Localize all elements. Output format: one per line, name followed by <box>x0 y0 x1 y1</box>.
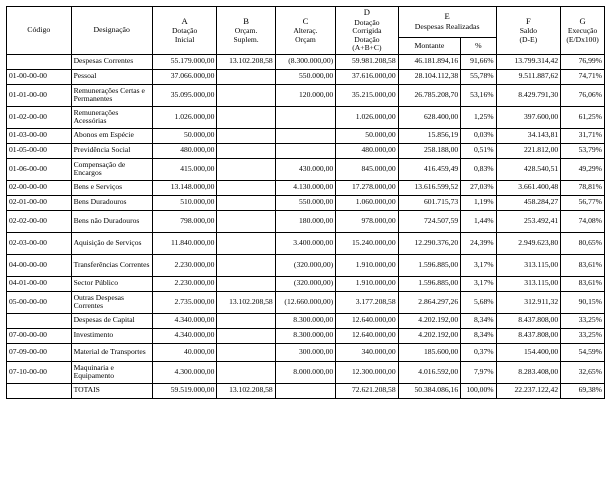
totals-pct: 100,00% <box>461 383 496 398</box>
cell-dotacao-inicial: 11.840.000,00 <box>152 232 217 254</box>
cell-designacao: Bens e Serviços <box>71 180 152 195</box>
cell-codigo: 07-00-00-00 <box>7 328 72 343</box>
cell-percent: 1,25% <box>461 106 496 128</box>
cell-alterac-orcam: (320.000,00) <box>275 254 335 276</box>
cell-codigo: 01-05-00-00 <box>7 143 72 158</box>
table-row <box>7 106 605 128</box>
table-row <box>7 54 605 69</box>
cell-execucao: 83,61% <box>561 254 605 276</box>
cell-saldo: 458.284,27 <box>496 195 561 210</box>
cell-dotacao-corrigida: 1.026.000,00 <box>336 106 399 128</box>
cell-dotacao-inicial: 13.148.000,00 <box>152 180 217 195</box>
cell-saldo: 13.799.314,42 <box>496 54 561 69</box>
cell-execucao: 78,81% <box>561 180 605 195</box>
table-row <box>7 328 605 343</box>
cell-codigo <box>7 54 72 69</box>
cell-designacao: Previdência Social <box>71 143 152 158</box>
cell-dotacao-inicial: 2.735.000,00 <box>152 291 217 313</box>
cell-designacao: Bens Duradouros <box>71 195 152 210</box>
totals-a: 59.519.000,00 <box>152 383 217 398</box>
table-row <box>7 128 605 143</box>
cell-dotacao-corrigida: 35.215.000,00 <box>336 84 399 106</box>
header-column-d <box>336 7 399 55</box>
cell-montante: 416.459,49 <box>398 158 461 180</box>
cell-dotacao-corrigida: 845.000,00 <box>336 158 399 180</box>
table-row <box>7 276 605 291</box>
cell-orcam-suplem <box>217 343 275 361</box>
cell-alterac-orcam: (12.660.000,00) <box>275 291 335 313</box>
cell-dotacao-inicial: 35.095.000,00 <box>152 84 217 106</box>
cell-saldo: 34.143,81 <box>496 128 561 143</box>
cell-saldo: 253.492,41 <box>496 210 561 232</box>
cell-dotacao-corrigida: 50.000,00 <box>336 128 399 143</box>
table-row <box>7 232 605 254</box>
cell-saldo: 8.437.808,00 <box>496 313 561 328</box>
cell-montante: 26.785.208,70 <box>398 84 461 106</box>
cell-orcam-suplem <box>217 254 275 276</box>
cell-alterac-orcam <box>275 106 335 128</box>
cell-percent: 3,17% <box>461 276 496 291</box>
header-a-line2: Inicial <box>174 34 195 44</box>
table-row <box>7 361 605 383</box>
cell-execucao: 76,99% <box>561 54 605 69</box>
cell-execucao: 61,25% <box>561 106 605 128</box>
cell-designacao: Outras Despesas Correntes <box>71 291 152 313</box>
cell-percent: 3,17% <box>461 254 496 276</box>
header-c-line1: Alteraç. <box>293 26 318 36</box>
cell-dotacao-corrigida: 1.910.000,00 <box>336 254 399 276</box>
cell-codigo: 04-01-00-00 <box>7 276 72 291</box>
cell-percent: 0,51% <box>461 143 496 158</box>
cell-execucao: 74,71% <box>561 69 605 84</box>
cell-designacao: Abonos em Espécie <box>71 128 152 143</box>
table-body <box>7 54 605 383</box>
table-header <box>7 7 605 55</box>
cell-saldo: 8.283.408,00 <box>496 361 561 383</box>
cell-montante: 601.715,73 <box>398 195 461 210</box>
cell-codigo: 01-06-00-00 <box>7 158 72 180</box>
cell-dotacao-inicial: 4.340.000,00 <box>152 328 217 343</box>
cell-designacao: Remunerações Acessórias <box>71 106 152 128</box>
cell-dotacao-corrigida: 17.278.000,00 <box>336 180 399 195</box>
cell-dotacao-inicial: 510.000,00 <box>152 195 217 210</box>
cell-dotacao-inicial: 415.000,00 <box>152 158 217 180</box>
cell-dotacao-inicial: 2.230.000,00 <box>152 276 217 291</box>
table-row <box>7 343 605 361</box>
table-row <box>7 313 605 328</box>
cell-execucao: 32,65% <box>561 361 605 383</box>
table-footer <box>7 383 605 398</box>
cell-designacao: Remunerações Certas e Permanentes <box>71 84 152 106</box>
cell-designacao: Bens não Duradouros <box>71 210 152 232</box>
cell-codigo: 01-03-00-00 <box>7 128 72 143</box>
cell-dotacao-corrigida: 59.981.208,58 <box>336 54 399 69</box>
cell-alterac-orcam: 8.300.000,00 <box>275 328 335 343</box>
cell-alterac-orcam <box>275 143 335 158</box>
cell-designacao: Sector Público <box>71 276 152 291</box>
header-column-f <box>496 7 561 55</box>
header-column-b <box>217 7 275 55</box>
table-row <box>7 254 605 276</box>
cell-designacao: Transferências Correntes <box>71 254 152 276</box>
cell-montante: 1.596.885,00 <box>398 254 461 276</box>
cell-orcam-suplem <box>217 276 275 291</box>
cell-montante: 28.104.112,38 <box>398 69 461 84</box>
cell-execucao: 76,06% <box>561 84 605 106</box>
cell-percent: 27,03% <box>461 180 496 195</box>
header-f-formula: (D-E) <box>519 34 538 44</box>
cell-montante: 4.202.192,00 <box>398 328 461 343</box>
cell-orcam-suplem <box>217 128 275 143</box>
cell-orcam-suplem <box>217 232 275 254</box>
cell-percent: 0,03% <box>461 128 496 143</box>
table-row <box>7 84 605 106</box>
cell-alterac-orcam: 550.000,00 <box>275 195 335 210</box>
header-column-e <box>398 7 496 38</box>
cell-dotacao-inicial: 37.066.000,00 <box>152 69 217 84</box>
cell-codigo <box>7 313 72 328</box>
header-b-letter: B <box>243 15 249 26</box>
cell-percent: 7,97% <box>461 361 496 383</box>
cell-codigo: 02-02-00-00 <box>7 210 72 232</box>
cell-dotacao-inicial: 55.179.000,00 <box>152 54 217 69</box>
table-row <box>7 158 605 180</box>
cell-dotacao-inicial: 2.230.000,00 <box>152 254 217 276</box>
cell-dotacao-corrigida: 12.640.000,00 <box>336 313 399 328</box>
cell-dotacao-corrigida: 3.177.208,58 <box>336 291 399 313</box>
cell-percent: 91,66% <box>461 54 496 69</box>
header-c-line2: Orçam <box>295 34 316 44</box>
cell-orcam-suplem: 13.102.208,58 <box>217 54 275 69</box>
header-codigo: Código <box>7 7 72 55</box>
cell-montante: 15.856,19 <box>398 128 461 143</box>
cell-dotacao-inicial: 1.026.000,00 <box>152 106 217 128</box>
cell-codigo: 02-00-00-00 <box>7 180 72 195</box>
cell-orcam-suplem <box>217 328 275 343</box>
cell-alterac-orcam: 550.000,00 <box>275 69 335 84</box>
cell-alterac-orcam: (320.000,00) <box>275 276 335 291</box>
cell-alterac-orcam: 120.000,00 <box>275 84 335 106</box>
cell-montante: 724.507,59 <box>398 210 461 232</box>
cell-execucao: 49,29% <box>561 158 605 180</box>
cell-saldo: 9.511.887,62 <box>496 69 561 84</box>
cell-dotacao-corrigida: 978.000,00 <box>336 210 399 232</box>
cell-orcam-suplem: 13.102.208,58 <box>217 291 275 313</box>
cell-alterac-orcam: 4.130.000,00 <box>275 180 335 195</box>
table-row <box>7 210 605 232</box>
cell-dotacao-inicial: 480.000,00 <box>152 143 217 158</box>
totals-c <box>275 383 335 398</box>
header-column-g <box>561 7 605 55</box>
table-row <box>7 180 605 195</box>
cell-dotacao-corrigida: 15.240.000,00 <box>336 232 399 254</box>
cell-codigo: 04-00-00-00 <box>7 254 72 276</box>
cell-montante: 12.290.376,20 <box>398 232 461 254</box>
totals-d: 72.621.208,58 <box>336 383 399 398</box>
cell-alterac-orcam <box>275 128 335 143</box>
totals-saldo: 22.237.122,42 <box>496 383 561 398</box>
cell-saldo: 154.400,00 <box>496 343 561 361</box>
totals-label: TOTAIS <box>71 383 152 398</box>
table-row <box>7 69 605 84</box>
cell-orcam-suplem <box>217 361 275 383</box>
cell-execucao: 33,25% <box>561 328 605 343</box>
cell-montante: 185.600,00 <box>398 343 461 361</box>
cell-designacao: Material de Transportes <box>71 343 152 361</box>
cell-execucao: 90,15% <box>561 291 605 313</box>
cell-execucao: 53,79% <box>561 143 605 158</box>
header-column-c <box>275 7 335 55</box>
table-row <box>7 143 605 158</box>
header-a-line1: Dotação <box>171 26 198 36</box>
header-f-letter: F <box>525 15 531 26</box>
cell-designacao: Maquinaria e Equipamento <box>71 361 152 383</box>
cell-saldo: 312.911,32 <box>496 291 561 313</box>
cell-montante: 258.188,00 <box>398 143 461 158</box>
cell-montante: 2.864.297,26 <box>398 291 461 313</box>
cell-percent: 0,37% <box>461 343 496 361</box>
cell-percent: 0,83% <box>461 158 496 180</box>
cell-percent: 53,16% <box>461 84 496 106</box>
cell-orcam-suplem <box>217 158 275 180</box>
cell-dotacao-inicial: 50.000,00 <box>152 128 217 143</box>
header-designacao: Designação <box>71 7 152 55</box>
header-c-letter: C <box>302 15 309 26</box>
cell-execucao: 80,65% <box>561 232 605 254</box>
cell-designacao: Despesas de Capital <box>71 313 152 328</box>
header-g-letter: G <box>579 15 586 26</box>
cell-alterac-orcam: 430.000,00 <box>275 158 335 180</box>
cell-saldo: 8.437.808,00 <box>496 328 561 343</box>
cell-montante: 628.400,00 <box>398 106 461 128</box>
table-row <box>7 291 605 313</box>
cell-orcam-suplem <box>217 106 275 128</box>
cell-codigo: 02-01-00-00 <box>7 195 72 210</box>
budget-table <box>6 6 605 399</box>
cell-execucao: 83,61% <box>561 276 605 291</box>
cell-designacao: Pessoal <box>71 69 152 84</box>
cell-designacao: Aquisição de Serviços <box>71 232 152 254</box>
cell-saldo: 2.949.623,80 <box>496 232 561 254</box>
cell-dotacao-corrigida: 1.910.000,00 <box>336 276 399 291</box>
cell-codigo: 01-01-00-00 <box>7 84 72 106</box>
cell-execucao: 56,77% <box>561 195 605 210</box>
cell-dotacao-inicial: 798.000,00 <box>152 210 217 232</box>
cell-orcam-suplem <box>217 143 275 158</box>
cell-montante: 1.596.885,00 <box>398 276 461 291</box>
cell-percent: 5,68% <box>461 291 496 313</box>
cell-codigo: 01-00-00-00 <box>7 69 72 84</box>
header-g-formula: (E/Dx100) <box>566 34 599 44</box>
cell-percent: 1,19% <box>461 195 496 210</box>
cell-dotacao-inicial: 40.000,00 <box>152 343 217 361</box>
cell-alterac-orcam: 180.000,00 <box>275 210 335 232</box>
cell-codigo: 01-02-00-00 <box>7 106 72 128</box>
totals-montante: 50.384.086,16 <box>398 383 461 398</box>
cell-percent: 55,78% <box>461 69 496 84</box>
header-saldo: Saldo <box>519 26 538 36</box>
header-montante: Montante <box>398 38 461 54</box>
cell-montante: 46.181.894,16 <box>398 54 461 69</box>
cell-orcam-suplem <box>217 210 275 232</box>
cell-alterac-orcam: (8.300.000,00) <box>275 54 335 69</box>
cell-saldo: 313.115,00 <box>496 276 561 291</box>
cell-orcam-suplem <box>217 69 275 84</box>
header-column-a <box>152 7 217 55</box>
cell-percent: 24,39% <box>461 232 496 254</box>
header-d-line4: (A+B+C) <box>352 43 382 53</box>
cell-codigo: 05-00-00-00 <box>7 291 72 313</box>
header-a-letter: A <box>181 15 188 26</box>
cell-codigo: 02-03-00-00 <box>7 232 72 254</box>
cell-orcam-suplem <box>217 195 275 210</box>
header-b-line2: Suplem. <box>233 34 259 44</box>
cell-dotacao-corrigida: 340.000,00 <box>336 343 399 361</box>
header-percent: % <box>461 38 496 54</box>
cell-designacao: Compensação de Encargos <box>71 158 152 180</box>
table-row <box>7 195 605 210</box>
cell-percent: 8,34% <box>461 328 496 343</box>
header-row-main <box>7 7 605 38</box>
cell-alterac-orcam: 8.300.000,00 <box>275 313 335 328</box>
header-b-line1: Orçam. <box>234 26 258 36</box>
cell-saldo: 221.812,00 <box>496 143 561 158</box>
cell-percent: 1,44% <box>461 210 496 232</box>
header-despesas-realizadas: Despesas Realizadas <box>414 22 480 32</box>
cell-saldo: 3.661.400,48 <box>496 180 561 195</box>
header-d-letter: D <box>363 7 371 17</box>
cell-dotacao-corrigida: 37.616.000,00 <box>336 69 399 84</box>
cell-orcam-suplem <box>217 84 275 106</box>
cell-percent: 8,34% <box>461 313 496 328</box>
totals-codigo <box>7 383 72 398</box>
cell-montante: 4.202.192,00 <box>398 313 461 328</box>
cell-saldo: 313.115,00 <box>496 254 561 276</box>
header-d-line2: Corrigida <box>352 26 382 36</box>
cell-dotacao-corrigida: 1.060.000,00 <box>336 195 399 210</box>
cell-dotacao-inicial: 4.300.000,00 <box>152 361 217 383</box>
cell-dotacao-corrigida: 12.640.000,00 <box>336 328 399 343</box>
cell-saldo: 397.600,00 <box>496 106 561 128</box>
cell-dotacao-corrigida: 480.000,00 <box>336 143 399 158</box>
cell-montante: 13.616.599,52 <box>398 180 461 195</box>
header-execucao: Execução <box>567 26 598 36</box>
totals-row <box>7 383 605 398</box>
cell-designacao: Investimento <box>71 328 152 343</box>
cell-execucao: 33,25% <box>561 313 605 328</box>
cell-codigo: 07-10-00-00 <box>7 361 72 383</box>
cell-dotacao-corrigida: 12.300.000,00 <box>336 361 399 383</box>
header-d-line3: Dotação <box>354 34 380 44</box>
cell-execucao: 31,71% <box>561 128 605 143</box>
cell-orcam-suplem <box>217 180 275 195</box>
cell-saldo: 428.540,51 <box>496 158 561 180</box>
cell-dotacao-inicial: 4.340.000,00 <box>152 313 217 328</box>
cell-alterac-orcam: 3.400.000,00 <box>275 232 335 254</box>
cell-codigo: 07-09-00-00 <box>7 343 72 361</box>
cell-execucao: 74,08% <box>561 210 605 232</box>
cell-designacao: Despesas Correntes <box>71 54 152 69</box>
totals-exec: 69,38% <box>561 383 605 398</box>
cell-execucao: 54,59% <box>561 343 605 361</box>
totals-b: 13.102.208,58 <box>217 383 275 398</box>
cell-montante: 4.016.592,00 <box>398 361 461 383</box>
cell-alterac-orcam: 8.000.000,00 <box>275 361 335 383</box>
cell-saldo: 8.429.791,30 <box>496 84 561 106</box>
header-e-letter: E <box>444 11 450 22</box>
cell-alterac-orcam: 300.000,00 <box>275 343 335 361</box>
cell-orcam-suplem <box>217 313 275 328</box>
header-d-line1: Dotação <box>354 17 380 27</box>
